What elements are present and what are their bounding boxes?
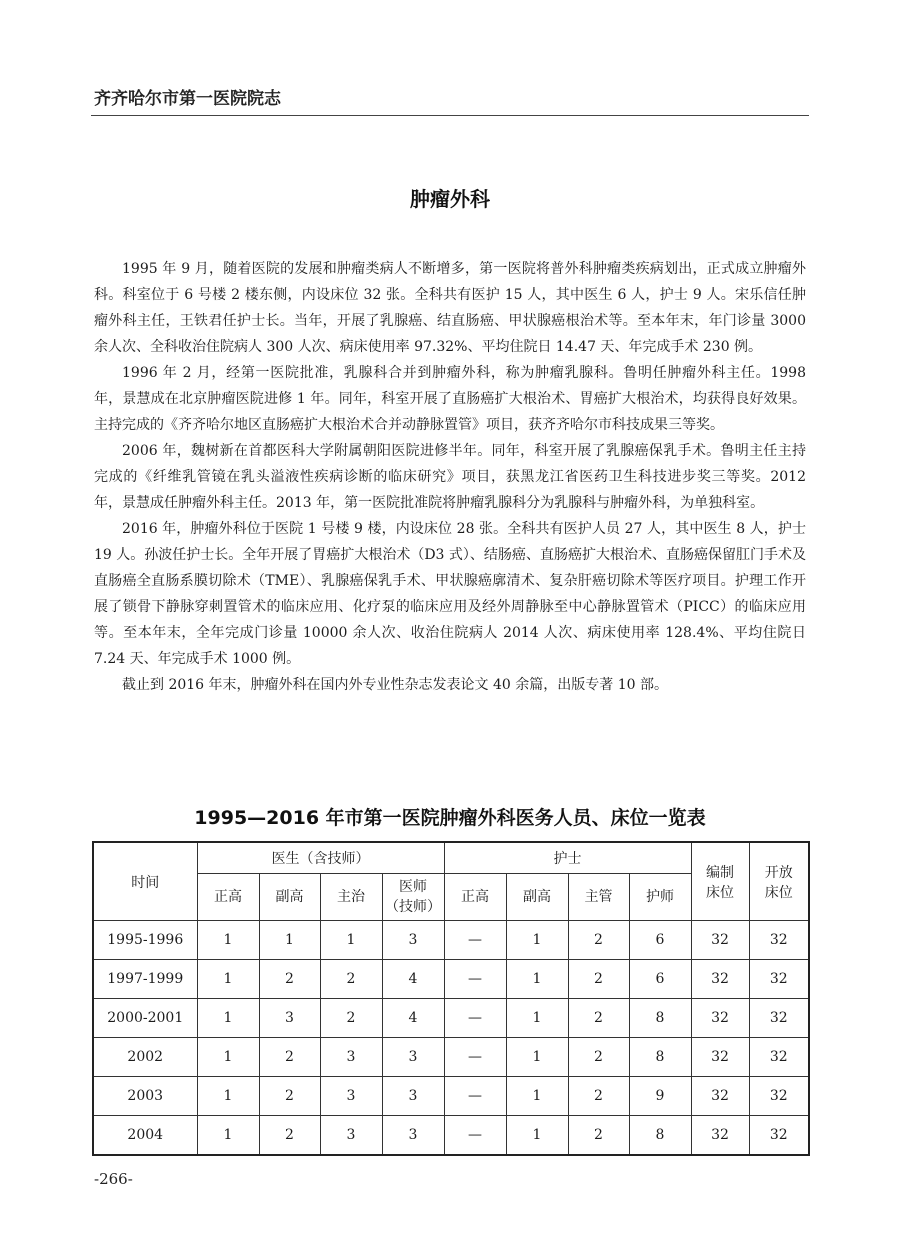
header-nurse-senior: 正高 <box>444 874 506 921</box>
table-row <box>93 999 809 1038</box>
header-doctor-physician-line1: 医师 <box>399 879 427 895</box>
table-cell: — <box>444 1116 506 1156</box>
table-cell: — <box>444 999 506 1038</box>
table-cell: 2 <box>568 1038 629 1077</box>
header-doctor-vice-senior: 副高 <box>259 874 320 921</box>
table-cell: — <box>444 960 506 999</box>
table-cell: 4 <box>382 999 444 1038</box>
table-cell: 6 <box>629 960 691 999</box>
table-cell-period: 1997-1999 <box>93 960 197 999</box>
table-cell: 32 <box>691 999 749 1038</box>
paragraph: 截止到 2016 年末，肿瘤外科在国内外专业性杂志发表论文 40 余篇，出版专著 10 部。 <box>122 677 668 693</box>
header-doctor-physician-line2: （技师） <box>385 899 441 915</box>
table-cell: 2 <box>320 999 382 1038</box>
table-cell: 4 <box>382 960 444 999</box>
table-cell: 2 <box>568 1077 629 1116</box>
table-cell-period: 2004 <box>93 1116 197 1156</box>
table-cell: 1 <box>197 921 259 960</box>
table-cell: 3 <box>320 1038 382 1077</box>
table-cell: 32 <box>749 921 809 960</box>
table-cell: 3 <box>320 1077 382 1116</box>
table-cell-period: 2000-2001 <box>93 999 197 1038</box>
table-cell: 2 <box>568 960 629 999</box>
table-cell: 2 <box>259 1038 320 1077</box>
table-cell: 8 <box>629 1038 691 1077</box>
header-doctors-group: 医生（含技师） <box>197 842 444 874</box>
table-cell: 2 <box>568 999 629 1038</box>
table-cell: 3 <box>382 921 444 960</box>
table-cell: 1 <box>320 921 382 960</box>
table-header-row <box>93 842 809 874</box>
table-cell: 1 <box>506 999 568 1038</box>
table-cell: 32 <box>749 1038 809 1077</box>
table-cell-period: 2003 <box>93 1077 197 1116</box>
header-planned-beds <box>691 842 749 921</box>
header-doctor-senior: 正高 <box>197 874 259 921</box>
table-row <box>93 921 809 960</box>
table-cell: 32 <box>749 1116 809 1156</box>
table-cell-period: 1995-1996 <box>93 921 197 960</box>
table-row <box>93 960 809 999</box>
header-rule <box>91 115 809 116</box>
table-cell: 1 <box>259 921 320 960</box>
table-cell: 1 <box>197 1116 259 1156</box>
table-row <box>93 1077 809 1116</box>
table-cell: 1 <box>506 1038 568 1077</box>
table-cell: 32 <box>691 1038 749 1077</box>
table-cell: 8 <box>629 999 691 1038</box>
table-cell: 2 <box>259 960 320 999</box>
section-title: 肿瘤外科 <box>410 187 490 211</box>
header-planned-beds-line1: 编制 <box>706 864 734 881</box>
table-cell: 3 <box>259 999 320 1038</box>
table-cell: 32 <box>691 921 749 960</box>
header-doctor-attending: 主治 <box>320 874 382 921</box>
table-cell: 2 <box>259 1116 320 1156</box>
staff-beds-table <box>92 841 810 1156</box>
table-cell: 32 <box>749 960 809 999</box>
table-cell: — <box>444 1038 506 1077</box>
header-time: 时间 <box>93 842 197 921</box>
table-cell-period: 2002 <box>93 1038 197 1077</box>
paragraph: 1996 年 2 月，经第一医院批准，乳腺科合并到肿瘤外科，称为肿瘤乳腺科。鲁明任肿瘤外科主任。1998 年，景慧成在北京肿瘤医院进修 1 年。同年，科室开展了直肠癌扩大根治术、胃癌扩大根治术，均获得良好效果。主持完成的《齐齐哈尔地区直肠癌扩大根治术合并动静脉置管》项目，获齐齐哈尔市科技成果三等奖。 <box>94 365 806 433</box>
table-cell: 9 <box>629 1077 691 1116</box>
header-nurse-supervisor: 主管 <box>568 874 629 921</box>
header-open-beds <box>749 842 809 921</box>
paragraph: 2016 年，肿瘤外科位于医院 1 号楼 9 楼，内设床位 28 张。全科共有医护人员 27 人，其中医生 8 人，护士 19 人。孙波任护士长。全年开展了胃癌扩大根治术（D3 式）、结肠癌、直肠癌扩大根治术、直肠癌保留肛门手术及直肠癌全直肠系膜切除术（TME）、乳腺癌保乳手术、甲状腺癌廓清术、复杂肝癌切除术等医疗项目。护理工作开展了锁骨下静脉穿刺置管术的临床应用、化疗泵的临床应用及经外周静脉至中心静脉置管术（PICC）的临床应用等。至本年末，全年完成门诊量 10000 余人次、收治住院病人 2014 人次、病床使用率 128.4%、平均住院日 7.24 天、年完成手术 1000 例。 <box>94 521 806 667</box>
table-cell: 1 <box>197 960 259 999</box>
table-title: 1995—2016 年市第一医院肿瘤外科医务人员、床位一览表 <box>194 807 706 829</box>
table-cell: 3 <box>382 1038 444 1077</box>
table-cell: — <box>444 1077 506 1116</box>
table-cell: 32 <box>749 999 809 1038</box>
table-cell: 8 <box>629 1116 691 1156</box>
running-title: 齐齐哈尔市第一医院院志 <box>94 89 281 109</box>
table-row <box>93 1038 809 1077</box>
table-cell: 2 <box>568 921 629 960</box>
table-cell: 2 <box>568 1116 629 1156</box>
header-open-beds-line1: 开放 <box>764 864 793 881</box>
paragraph: 2006 年，魏树新在首都医科大学附属朝阳医院进修半年。同年，科室开展了乳腺癌保乳手术。鲁明主任主持完成的《纤维乳管镜在乳头溢液性疾病诊断的临床研究》项目，获黑龙江省医药卫生科技进步奖三等奖。2012 年，景慧成任肿瘤外科主任。2013 年，第一医院批准院将肿瘤乳腺科分为乳腺科与肿瘤外科，为单独科室。 <box>94 443 806 511</box>
table-cell: 32 <box>691 1077 749 1116</box>
header-nurse-vice-senior: 副高 <box>506 874 568 921</box>
table-cell: 6 <box>629 921 691 960</box>
table-cell: 1 <box>197 1077 259 1116</box>
table-cell: 3 <box>320 1116 382 1156</box>
paragraph: 1995 年 9 月，随着医院的发展和肿瘤类病人不断增多，第一医院将普外科肿瘤类疾病划出，正式成立肿瘤外科。科室位于 6 号楼 2 楼东侧，内设床位 32 张。全科共有医护 15 人，其中医生 6 人，护士 9 人。宋乐信任肿瘤外科主任，王铁君任护士长。当年，开展了乳腺癌、结直肠癌、甲状腺癌根治术等。至本年末，年门诊量 3000 余人次、全科收治住院病人 300 人次、病床使用率 97.32%、平均住院日 14.47 天、年完成手术 230 例。 <box>94 261 806 355</box>
table-cell: 32 <box>749 1077 809 1116</box>
header-planned-beds-line2: 床位 <box>706 884 734 901</box>
page-number: -266- <box>94 1170 133 1188</box>
table-cell: 3 <box>382 1077 444 1116</box>
table-cell: 1 <box>506 921 568 960</box>
table-cell: — <box>444 921 506 960</box>
table-cell: 32 <box>691 1116 749 1156</box>
table-cell: 1 <box>197 1038 259 1077</box>
body-text <box>94 256 806 698</box>
table-cell: 2 <box>320 960 382 999</box>
table-row <box>93 1116 809 1156</box>
table-cell: 3 <box>382 1116 444 1156</box>
header-nurse-practitioner: 护师 <box>629 874 691 921</box>
table-cell: 32 <box>691 960 749 999</box>
header-nurses-group: 护士 <box>444 842 691 874</box>
table-cell: 1 <box>506 960 568 999</box>
table-cell: 2 <box>259 1077 320 1116</box>
table-cell: 1 <box>506 1116 568 1156</box>
header-doctor-physician <box>382 874 444 921</box>
table-body <box>93 921 809 1156</box>
table-cell: 1 <box>506 1077 568 1116</box>
table-cell: 1 <box>197 999 259 1038</box>
header-open-beds-line2: 床位 <box>764 884 793 901</box>
